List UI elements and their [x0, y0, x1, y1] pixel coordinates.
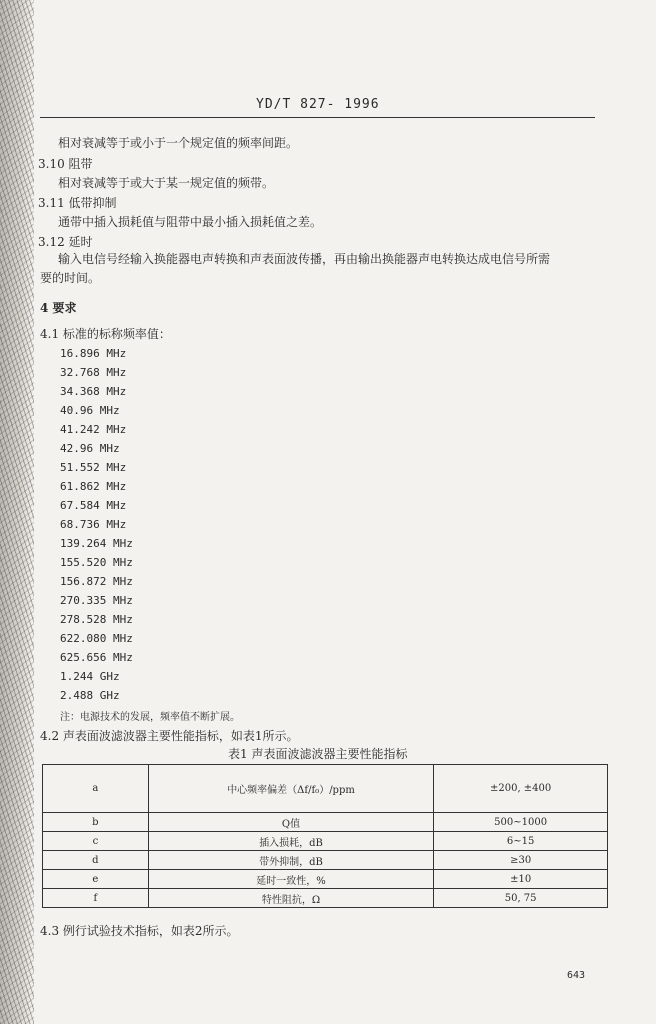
frequency-item: 622.080 MHz: [60, 632, 133, 645]
frequency-item: 51.552 MHz: [60, 461, 127, 474]
section-4-heading: 4 要求: [40, 301, 77, 315]
table-cell: b: [43, 813, 149, 832]
table-row: [43, 889, 608, 908]
clause-3-12-heading: 3.12 延时: [38, 235, 93, 249]
table-cell: d: [43, 851, 149, 870]
frequency-item: 278.528 MHz: [60, 613, 133, 626]
table-cell: 特性阻抗，Ω: [148, 889, 434, 908]
frequency-item: 32.768 MHz: [60, 366, 127, 379]
frequency-item: 625.656 MHz: [60, 651, 133, 664]
clause-3-11-heading: 3.11 低带抑制: [38, 196, 117, 210]
spec-table: [42, 764, 608, 908]
table-cell: 6~15: [434, 832, 608, 851]
text-line-1: 相对衰减等于或小于一个规定值的频率间距。: [58, 136, 299, 150]
clause-3-10-heading: 3.10 阻带: [38, 157, 93, 171]
table-cell: 带外抑制，dB: [148, 851, 434, 870]
clause-3-11-text: 通带中插入损耗值与阻带中最小插入损耗值之差。: [58, 215, 323, 229]
frequency-item: 41.242 MHz: [60, 423, 127, 436]
table-cell: ±200, ±400: [434, 765, 608, 813]
table-cell: c: [43, 832, 149, 851]
table-title: 表1 声表面波滤波器主要性能指标: [228, 747, 408, 761]
frequency-item: 67.584 MHz: [60, 499, 127, 512]
frequency-item: 155.520 MHz: [60, 556, 133, 569]
frequency-item: 270.335 MHz: [60, 594, 133, 607]
table-header-row: [43, 765, 608, 813]
table-cell: a: [43, 765, 149, 813]
frequency-item: 139.264 MHz: [60, 537, 133, 550]
table-cell: f: [43, 889, 149, 908]
frequency-item: 40.96 MHz: [60, 404, 120, 417]
table-row: [43, 851, 608, 870]
frequency-note: 注：电源技术的发展，频率值不断扩展。: [60, 712, 240, 723]
table-cell: 插入损耗，dB: [148, 832, 434, 851]
clause-3-10-text: 相对衰减等于或大于某一规定值的频带。: [58, 176, 275, 190]
table-row: [43, 870, 608, 889]
frequency-item: 1.244 GHz: [60, 670, 120, 683]
clause-4-2-text: 4.2 声表面波滤波器主要性能指标，如表1所示。: [40, 729, 299, 743]
frequency-item: 34.368 MHz: [60, 385, 127, 398]
table-cell: Q值: [148, 813, 434, 832]
frequency-item: 61.862 MHz: [60, 480, 127, 493]
frequency-item: 156.872 MHz: [60, 575, 133, 588]
clause-3-12-text-cont: 要的时间。: [40, 271, 101, 285]
clause-4-3-text: 4.3 例行试验技术指标，如表2所示。: [40, 924, 239, 938]
table-row: [43, 832, 608, 851]
clause-3-12-text: 输入电信号经输入换能器电声转换和声表面波传播，再由输出换能器声电转换达成电信号所需: [58, 252, 551, 266]
table-row: [43, 813, 608, 832]
table-cell: ≥30: [434, 851, 608, 870]
clause-4-1-heading: 4.1 标准的标称频率值：: [40, 327, 171, 341]
table-cell: 中心频率偏差（Δf/f₀）/ppm: [148, 765, 434, 813]
page-header: YD/T 827- 1996: [256, 97, 380, 112]
frequency-item: 68.736 MHz: [60, 518, 127, 531]
table-cell: 延时一致性，%: [148, 870, 434, 889]
header-rule: [40, 117, 595, 118]
frequency-item: 2.488 GHz: [60, 689, 120, 702]
table-cell: ±10: [434, 870, 608, 889]
frequency-item: 16.896 MHz: [60, 347, 127, 360]
page-binding-edge: [0, 0, 34, 1024]
table-cell: e: [43, 870, 149, 889]
frequency-item: 42.96 MHz: [60, 442, 120, 455]
table-cell: 500~1000: [434, 813, 608, 832]
table-cell: 50, 75: [434, 889, 608, 908]
page-number: 643: [567, 970, 586, 981]
